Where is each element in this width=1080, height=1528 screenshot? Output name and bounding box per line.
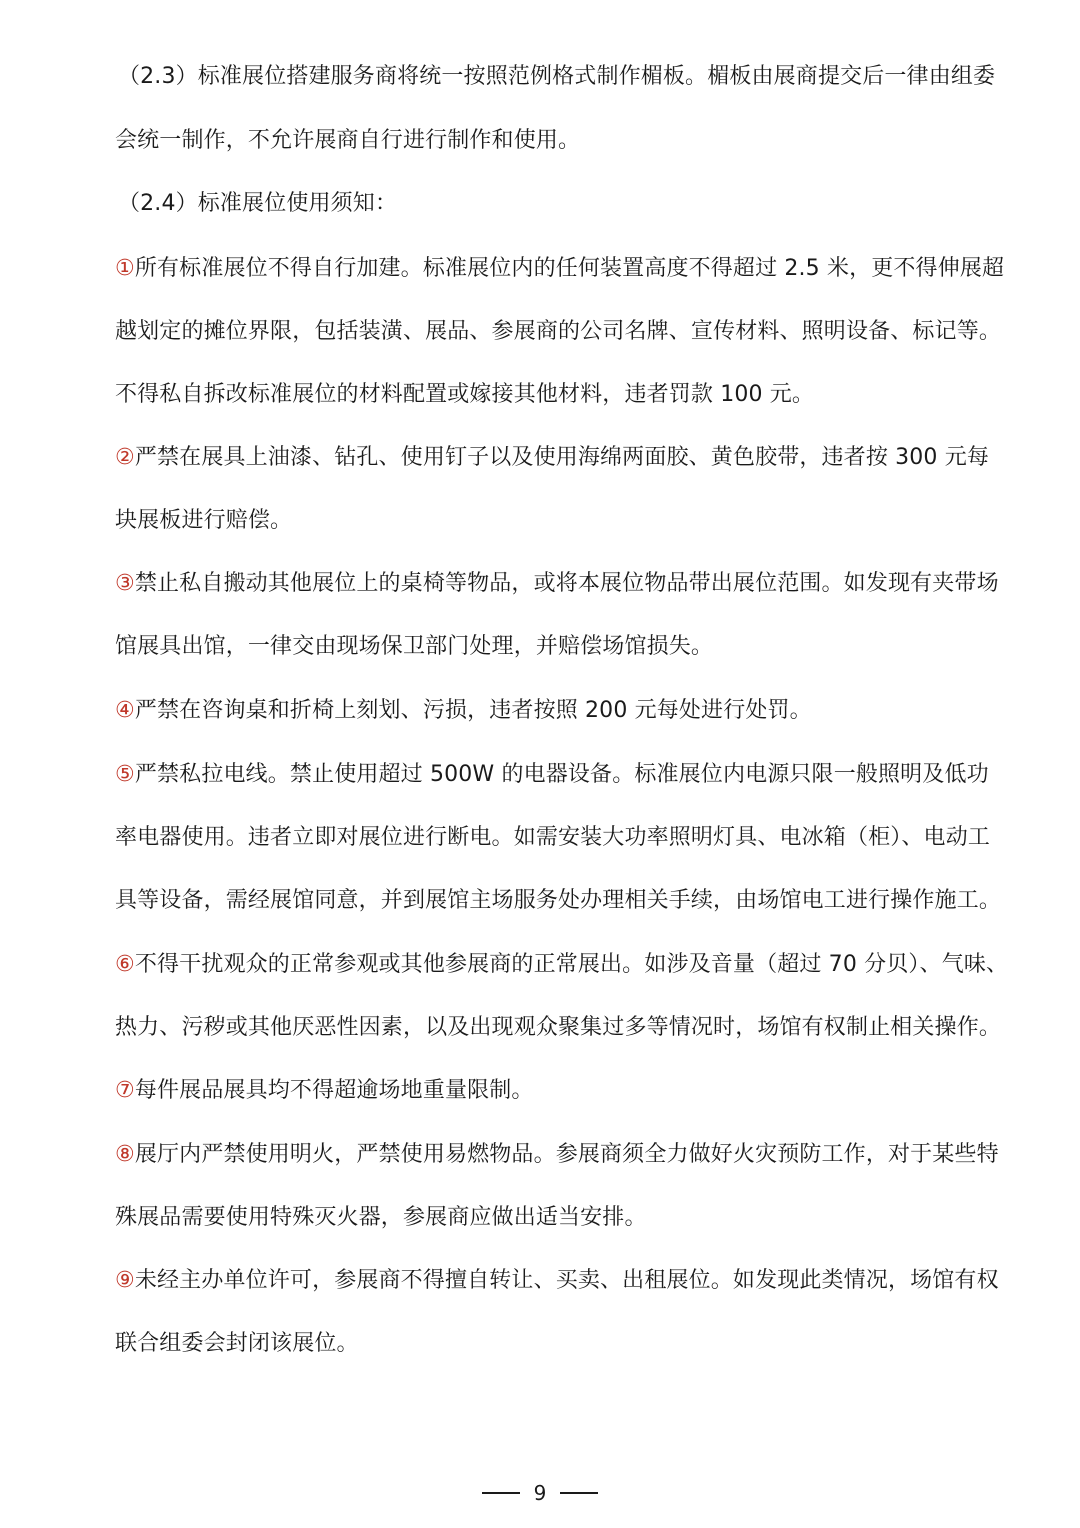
- footer-dash-left: [482, 1492, 520, 1494]
- section-2-3-line-1: （2.3）标准展位搭建服务商将统一按照范例格式制作楣板。楣板由展商提交后一律由组委: [118, 64, 996, 89]
- rule-3-line-2: 馆展具出馆，一律交由现场保卫部门处理，并赔偿场馆损失。: [115, 634, 714, 659]
- section-2-3-line-2: 会统一制作，不允许展商自行进行制作和使用。: [115, 128, 581, 153]
- rule-8-line-1: [115, 1140, 999, 1170]
- rule-3-text-1: 禁止私自搬动其他展位上的桌椅等物品，或将本展位物品带出展位范围。如发现有夹带场: [134, 571, 999, 596]
- page-number: 9: [533, 1481, 547, 1505]
- rule-5-marker: ⑤: [115, 762, 135, 787]
- page-footer: [0, 1478, 1080, 1508]
- rule-1-line-2: 越划定的摊位界限，包括装潢、展品、参展商的公司名牌、宣传材料、照明设备、标记等。: [115, 319, 1002, 344]
- rule-9-line-1: [115, 1266, 999, 1296]
- rule-8-line-2: 殊展品需要使用特殊灭火器，参展商应做出适当安排。: [115, 1205, 647, 1230]
- rule-5-text-1: 严禁私拉电线。禁止使用超过 500W 的电器设备。标准展位内电源只限一般照明及低功: [134, 762, 989, 787]
- rule-1-line-3: 不得私自拆改标准展位的材料配置或嫁接其他材料，违者罚款 100 元。: [115, 382, 815, 407]
- rule-6-line-1: [115, 950, 1009, 980]
- rule-8-text-1: 展厅内严禁使用明火，严禁使用易燃物品。参展商须全力做好火灾预防工作，对于某些特: [134, 1142, 999, 1167]
- rule-7-marker: ⑦: [115, 1078, 135, 1103]
- rule-4-line-1: [115, 696, 965, 726]
- rule-2-line-2: 块展板进行赔偿。: [115, 508, 293, 533]
- rule-1-marker: ①: [115, 256, 135, 281]
- rule-5-line-3: 具等设备，需经展馆同意，并到展馆主场服务处办理相关手续，由场馆电工进行操作施工。: [115, 888, 1002, 913]
- section-2-4-heading: （2.4）标准展位使用须知：: [118, 191, 398, 216]
- rule-2-text-1: 严禁在展具上油漆、钻孔、使用钉子以及使用海绵两面胶、黄色胶带，违者按 300 元每: [134, 445, 990, 470]
- rule-1-text-1: 所有标准展位不得自行加建。标准展位内的任何装置高度不得超过 2.5 米，更不得伸展超: [134, 256, 1005, 281]
- rule-4-marker: ④: [115, 698, 135, 723]
- rule-5-line-2: 率电器使用。违者立即对展位进行断电。如需安装大功率照明灯具、电冰箱（柜）、电动工: [115, 825, 991, 850]
- rule-3-marker: ③: [115, 571, 135, 596]
- rule-9-marker: ⑨: [115, 1268, 135, 1293]
- rule-5-line-1: [115, 760, 989, 790]
- rule-1-line-1: [115, 254, 1005, 284]
- rule-6-marker: ⑥: [115, 952, 135, 977]
- rule-6-line-2: 热力、污秽或其他厌恶性因素，以及出现观众聚集过多等情况时，场馆有权制止相关操作。: [115, 1015, 1002, 1040]
- rule-7-line-1: [115, 1076, 965, 1106]
- rule-9-text-1: 未经主办单位许可，参展商不得擅自转让、买卖、出租展位。如发现此类情况，场馆有权: [134, 1268, 999, 1293]
- rule-3-line-1: [115, 569, 999, 599]
- rule-8-marker: ⑧: [115, 1142, 135, 1167]
- rule-4-text-1: 严禁在咨询桌和折椅上刻划、污损，违者按照 200 元每处进行处罚。: [134, 698, 812, 723]
- rule-7-text-1: 每件展品展具均不得超逾场地重量限制。: [134, 1078, 534, 1103]
- rule-2-line-1: [115, 443, 990, 473]
- footer-dash-right: [560, 1492, 598, 1494]
- rule-6-text-1: 不得干扰观众的正常参观或其他参展商的正常展出。如涉及音量（超过 70 分贝）、气味、: [134, 952, 1009, 977]
- rule-2-marker: ②: [115, 445, 135, 470]
- rule-9-line-2: 联合组委会封闭该展位。: [115, 1331, 359, 1356]
